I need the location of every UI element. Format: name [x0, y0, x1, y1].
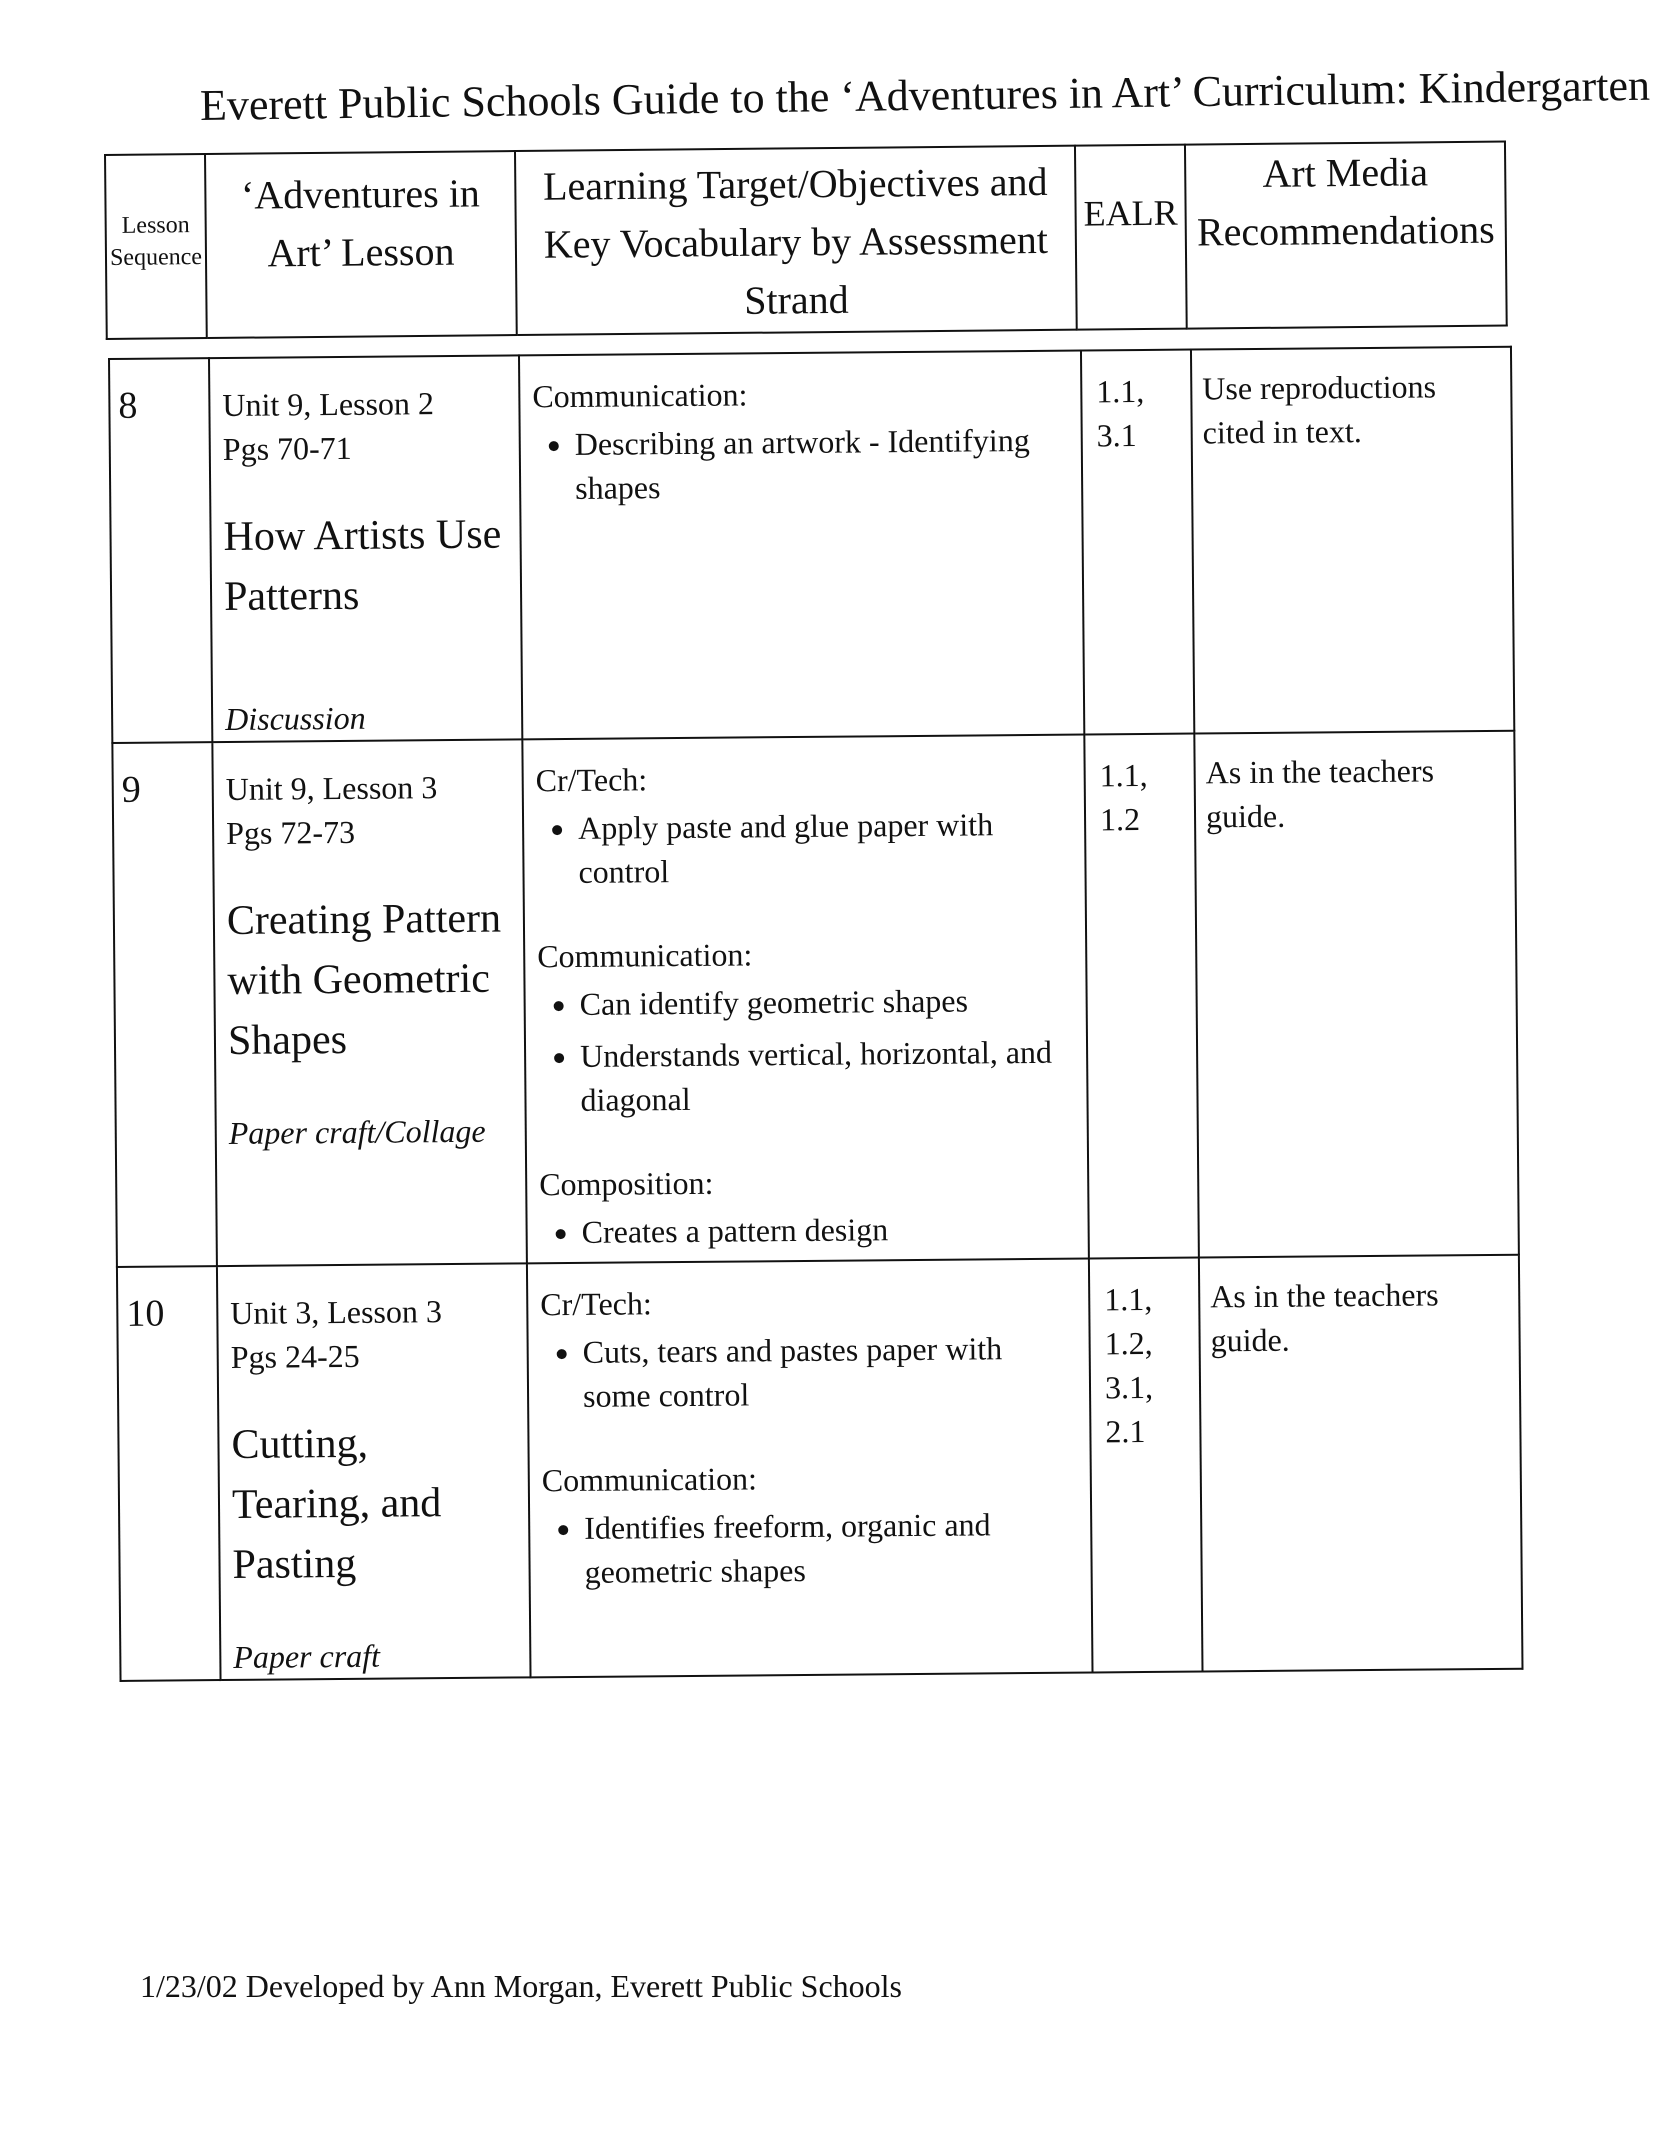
lesson-pages: Pgs 72-73: [225, 813, 356, 851]
assessment-strand: [540, 1278, 1077, 1419]
header-learning-target: Learning Target/Objectives and Key Vocabulary by Assessment Strand: [515, 146, 1077, 335]
lesson-unit: Unit 3, Lesson 3: [230, 1293, 443, 1331]
header-lesson-sequence: Lesson Sequence: [105, 154, 207, 339]
strand-name: Composition:: [539, 1164, 714, 1203]
strand-name: Communication:: [537, 936, 753, 975]
lesson-sequence-cell: 8: [109, 358, 212, 743]
objective-item: • Identifies freeform, organic and geometric shapes: [584, 1502, 1079, 1594]
strand-name: Communication:: [541, 1460, 758, 1499]
lesson-pages: Pgs 70-71: [222, 429, 352, 468]
assessment-strand: [542, 1454, 1079, 1595]
lesson-unit: Unit 9, Lesson 2: [222, 385, 435, 424]
objective-list: [539, 1206, 1075, 1255]
learning-target-cell: [527, 1258, 1093, 1677]
objective-list: [533, 418, 1070, 511]
learning-target-cell: [522, 734, 1089, 1263]
objective-list: [536, 802, 1073, 895]
lesson-unit: Unit 9, Lesson 3: [225, 769, 438, 807]
lessons-table-body: [109, 347, 1522, 1681]
lesson-cell: [217, 1263, 531, 1680]
art-media-cell: Use reproductions cited in text.: [1191, 347, 1514, 734]
lesson-title: How Artists Use Patterns: [223, 511, 502, 620]
objective-item: • Can identify geometric shapes: [579, 978, 1073, 1026]
lesson-sequence-cell: 10: [117, 1266, 221, 1681]
objective-item: • Understands vertical, horizontal, and diagonal: [580, 1030, 1075, 1122]
lessons-table: [108, 346, 1524, 1682]
art-media-cell: As in the teachers guide.: [1194, 731, 1519, 1258]
table-row: [112, 731, 1519, 1267]
learning-target-cell: [519, 351, 1084, 740]
table-row: [109, 347, 1514, 743]
lesson-sequence-cell: 9: [112, 742, 217, 1267]
ealr-cell: 1.1, 1.2: [1084, 734, 1199, 1259]
lesson-title: Creating Pattern with Geometric Shapes: [226, 895, 502, 1064]
header-ealr: EALR: [1075, 145, 1187, 330]
page-title: Everett Public Schools Guide to the ‘Adventures in Art’ Curriculum: Kindergarten: [199, 60, 1651, 130]
assessment-strand: [532, 370, 1069, 511]
objective-item: • Apply paste and glue paper with control: [578, 802, 1073, 894]
strand-name: Cr/Tech:: [540, 1285, 652, 1323]
lesson-cell: [212, 739, 527, 1266]
objective-item: • Cuts, tears and pastes paper with some control: [582, 1326, 1077, 1418]
art-media-cell: As in the teachers guide.: [1199, 1255, 1523, 1672]
strand-name: Communication:: [532, 376, 748, 415]
header-table: [104, 141, 1508, 340]
objective-list: [541, 1326, 1078, 1419]
objective-list: [537, 978, 1074, 1123]
assessment-strand: [537, 930, 1075, 1123]
lesson-type: Paper craft: [233, 1637, 381, 1675]
header-lesson: ‘Adventures in Art’ Lesson: [205, 151, 517, 338]
header-row: [105, 142, 1507, 339]
lesson-type: Discussion: [224, 699, 366, 737]
header-art-media: Art Media Recommendations: [1185, 142, 1507, 329]
objective-item: • Creates a pattern design: [581, 1206, 1075, 1254]
objective-item: • Describing an artwork - Identifying shapes: [575, 418, 1070, 510]
lesson-cell: [209, 355, 522, 742]
footer-note: 1/23/02 Developed by Ann Morgan, Everett Public Schools: [140, 1968, 902, 2004]
ealr-cell: 1.1, 3.1: [1081, 350, 1194, 735]
lesson-type: Paper craft/Collage: [228, 1112, 486, 1151]
lesson-pages: Pgs 24-25: [230, 1337, 360, 1375]
lesson-title: Cutting, Tearing, and Pasting: [231, 1420, 442, 1588]
assessment-strand: [536, 754, 1073, 895]
assessment-strand: [539, 1158, 1076, 1255]
strand-name: Cr/Tech:: [535, 761, 648, 799]
objective-list: [542, 1502, 1079, 1595]
table-row: [117, 1255, 1523, 1681]
ealr-cell: 1.1, 1.2, 3.1, 2.1: [1089, 1258, 1203, 1673]
